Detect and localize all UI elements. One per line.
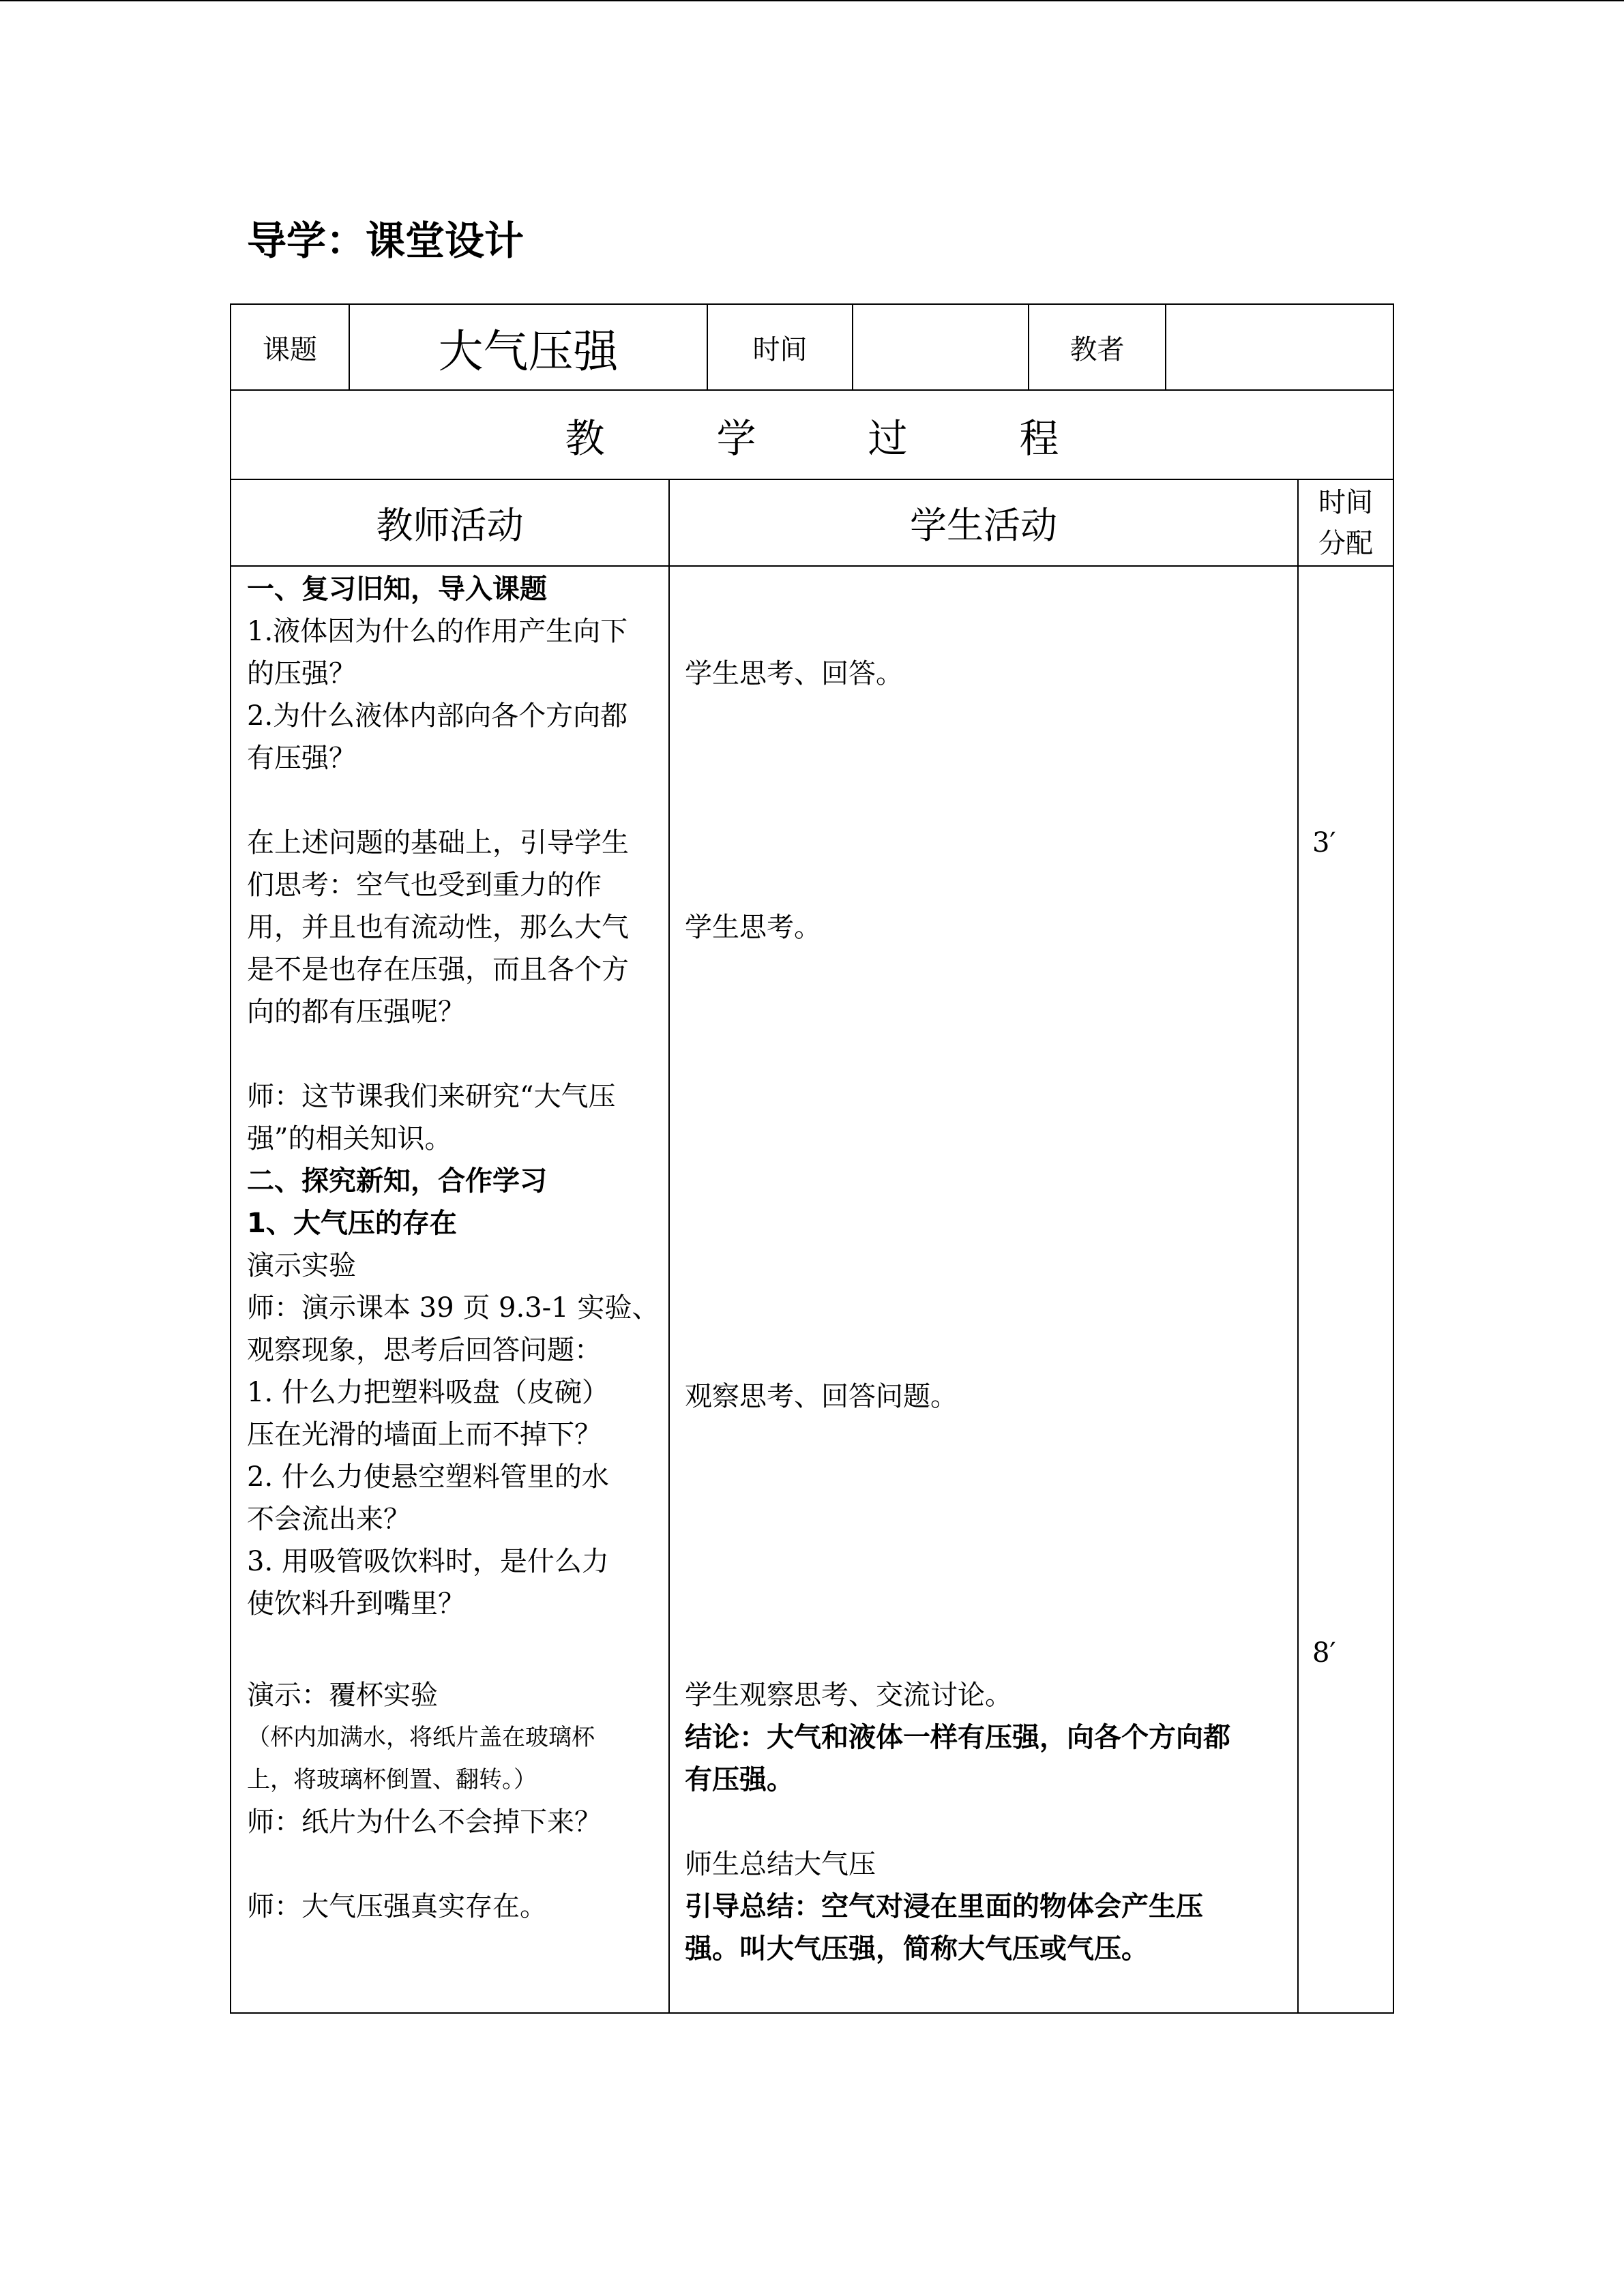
teacher-line: 演示：覆杯实验 [247,1680,438,1711]
subsection-heading: 1、大气压的存在 [247,1208,457,1239]
student-line: 学生思考。 [685,912,821,943]
teacher-activity-header: 教师活动 [376,504,524,547]
teaching-process-heading [231,391,1393,479]
teacher-value [1166,305,1393,389]
teacher-line: 2.为什么液体内部向各个方向都 [247,700,628,732]
table-rule [668,479,670,2014]
topic-value: 大气压强 [438,325,619,378]
teacher-line: 1.液体因为什么的作用产生向下 [247,616,628,647]
teacher-line: 的压强？ [247,658,356,689]
teacher-line: 压在光滑的墙面上而不掉下？ [247,1419,602,1450]
document-title: 导学：课堂设计 [247,218,525,264]
conclusion-text: 结论：大气和液体一样有压强，向各个方向都 [685,1722,1230,1753]
page-top-border [0,0,1624,1]
teacher-note: （杯内加满水，将纸片盖在玻璃杯 [247,1724,595,1751]
student-line: 学生观察思考、交流讨论。 [685,1680,1012,1711]
teacher-line: 师：这节课我们来研究“大气压 [247,1081,616,1112]
time-allocation: 3′ [1312,827,1336,859]
teacher-line: 观察现象，思考后回答问题： [247,1335,602,1366]
teacher-line: 1. 什么力把塑料吸盘（皮碗） [247,1377,609,1408]
teacher-line: 强”的相关知识。 [247,1123,452,1154]
process-char: 过 [868,415,908,462]
teacher-line: 使饮料升到嘴里？ [247,1588,465,1620]
teacher-line: 有压强？ [247,743,356,774]
teacher-line: 3. 用吸管吸饮料时，是什么力 [247,1546,609,1577]
summary-text: 强。叫大气压强，简称大气压或气压。 [685,1933,1149,1965]
table-rule [1297,479,1299,2014]
student-line: 观察思考、回答问题。 [685,1381,958,1412]
table-rule [1393,303,1394,2014]
time-allocation-header [1299,480,1393,565]
teacher-line: 向的都有压强呢？ [247,996,465,1028]
teacher-label: 教者 [1069,333,1125,366]
teacher-line: 师：纸片为什么不会掉下来？ [247,1806,602,1838]
teacher-line: 是不是也存在压强，而且各个方 [247,954,629,985]
student-line: 学生思考、回答。 [685,658,903,689]
process-char: 程 [1019,415,1059,462]
time-label: 时间 [752,333,808,366]
teacher-line: 用，并且也有流动性，那么大气 [247,912,629,943]
teacher-line: 师：演示课本 39 页 9.3-1 实验、 [247,1292,660,1324]
teacher-line: 们思考：空气也受到重力的作 [247,869,602,901]
teacher-line: 不会流出来？ [247,1504,411,1535]
time-value [853,305,1028,389]
section-heading: 二、探究新知，合作学习 [247,1165,547,1197]
conclusion-text: 有压强。 [685,1764,794,1795]
table-rule [230,565,1394,567]
process-char: 学 [716,415,756,462]
teacher-line: 2. 什么力使悬空塑料管里的水 [247,1461,609,1493]
student-line: 师生总结大气压 [685,1849,876,1880]
student-activity-header: 学生活动 [910,504,1057,547]
topic-label: 课题 [263,333,317,366]
teacher-line: 师：大气压强真实存在。 [247,1891,547,1922]
summary-text: 引导总结：空气对浸在里面的物体会产生压 [685,1891,1203,1922]
teacher-line: 在上述问题的基础上，引导学生 [247,827,629,859]
time-header-line: 分配 [1318,527,1373,559]
teacher-line: 演示实验 [247,1250,356,1281]
process-char: 教 [565,415,605,462]
teacher-note: 上，将玻璃杯倒置、翻转。） [247,1766,537,1793]
section-heading: 一、复习旧知，导入课题 [247,573,547,605]
time-header-line: 时间 [1318,486,1373,518]
table-rule [230,2012,1394,2014]
time-allocation: 8′ [1312,1637,1336,1669]
